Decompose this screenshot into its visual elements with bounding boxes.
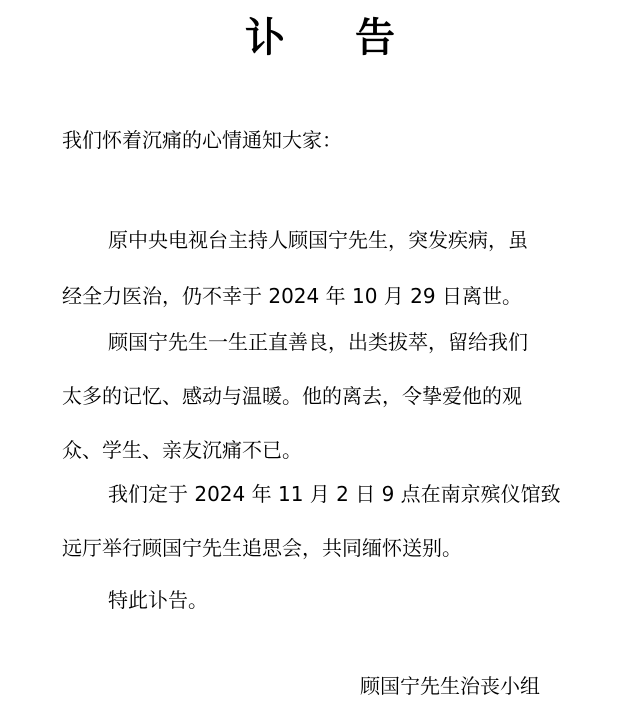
paragraph-memorial-arrangement <box>62 480 602 562</box>
paragraph-line: 远厅举行顾国宁先生追思会，共同缅怀送别。 <box>62 536 462 560</box>
paragraph-line: 众、学生、亲友沉痛不已。 <box>62 438 302 462</box>
paragraph-line: 特此讣告。 <box>108 588 208 612</box>
paragraph-line: 我们定于 2024 年 11 月 2 日 9 点在南京殡仪馆致 <box>108 482 561 506</box>
signature-committee: 顾国宁先生治丧小组 <box>360 674 540 698</box>
paragraph-line: 顾国宁先生一生正直善良，出类拔萃，留给我们 <box>108 330 528 354</box>
notice-title: 讣 告 <box>245 15 423 61</box>
salutation-text: 我们怀着沉痛的心情通知大家： <box>62 128 342 152</box>
paragraph-death-announcement <box>62 226 602 310</box>
paragraph-line: 经全力医治，仍不幸于 2024 年 10 月 29 日离世。 <box>62 284 522 308</box>
paragraph-tribute <box>62 328 602 464</box>
paragraph-line: 太多的记忆、感动与温暖。他的离去，令挚爱他的观 <box>62 384 522 408</box>
paragraph-line: 原中央电视台主持人顾国宁先生，突发疾病，虽 <box>108 228 528 252</box>
paragraph-closing <box>62 586 602 614</box>
